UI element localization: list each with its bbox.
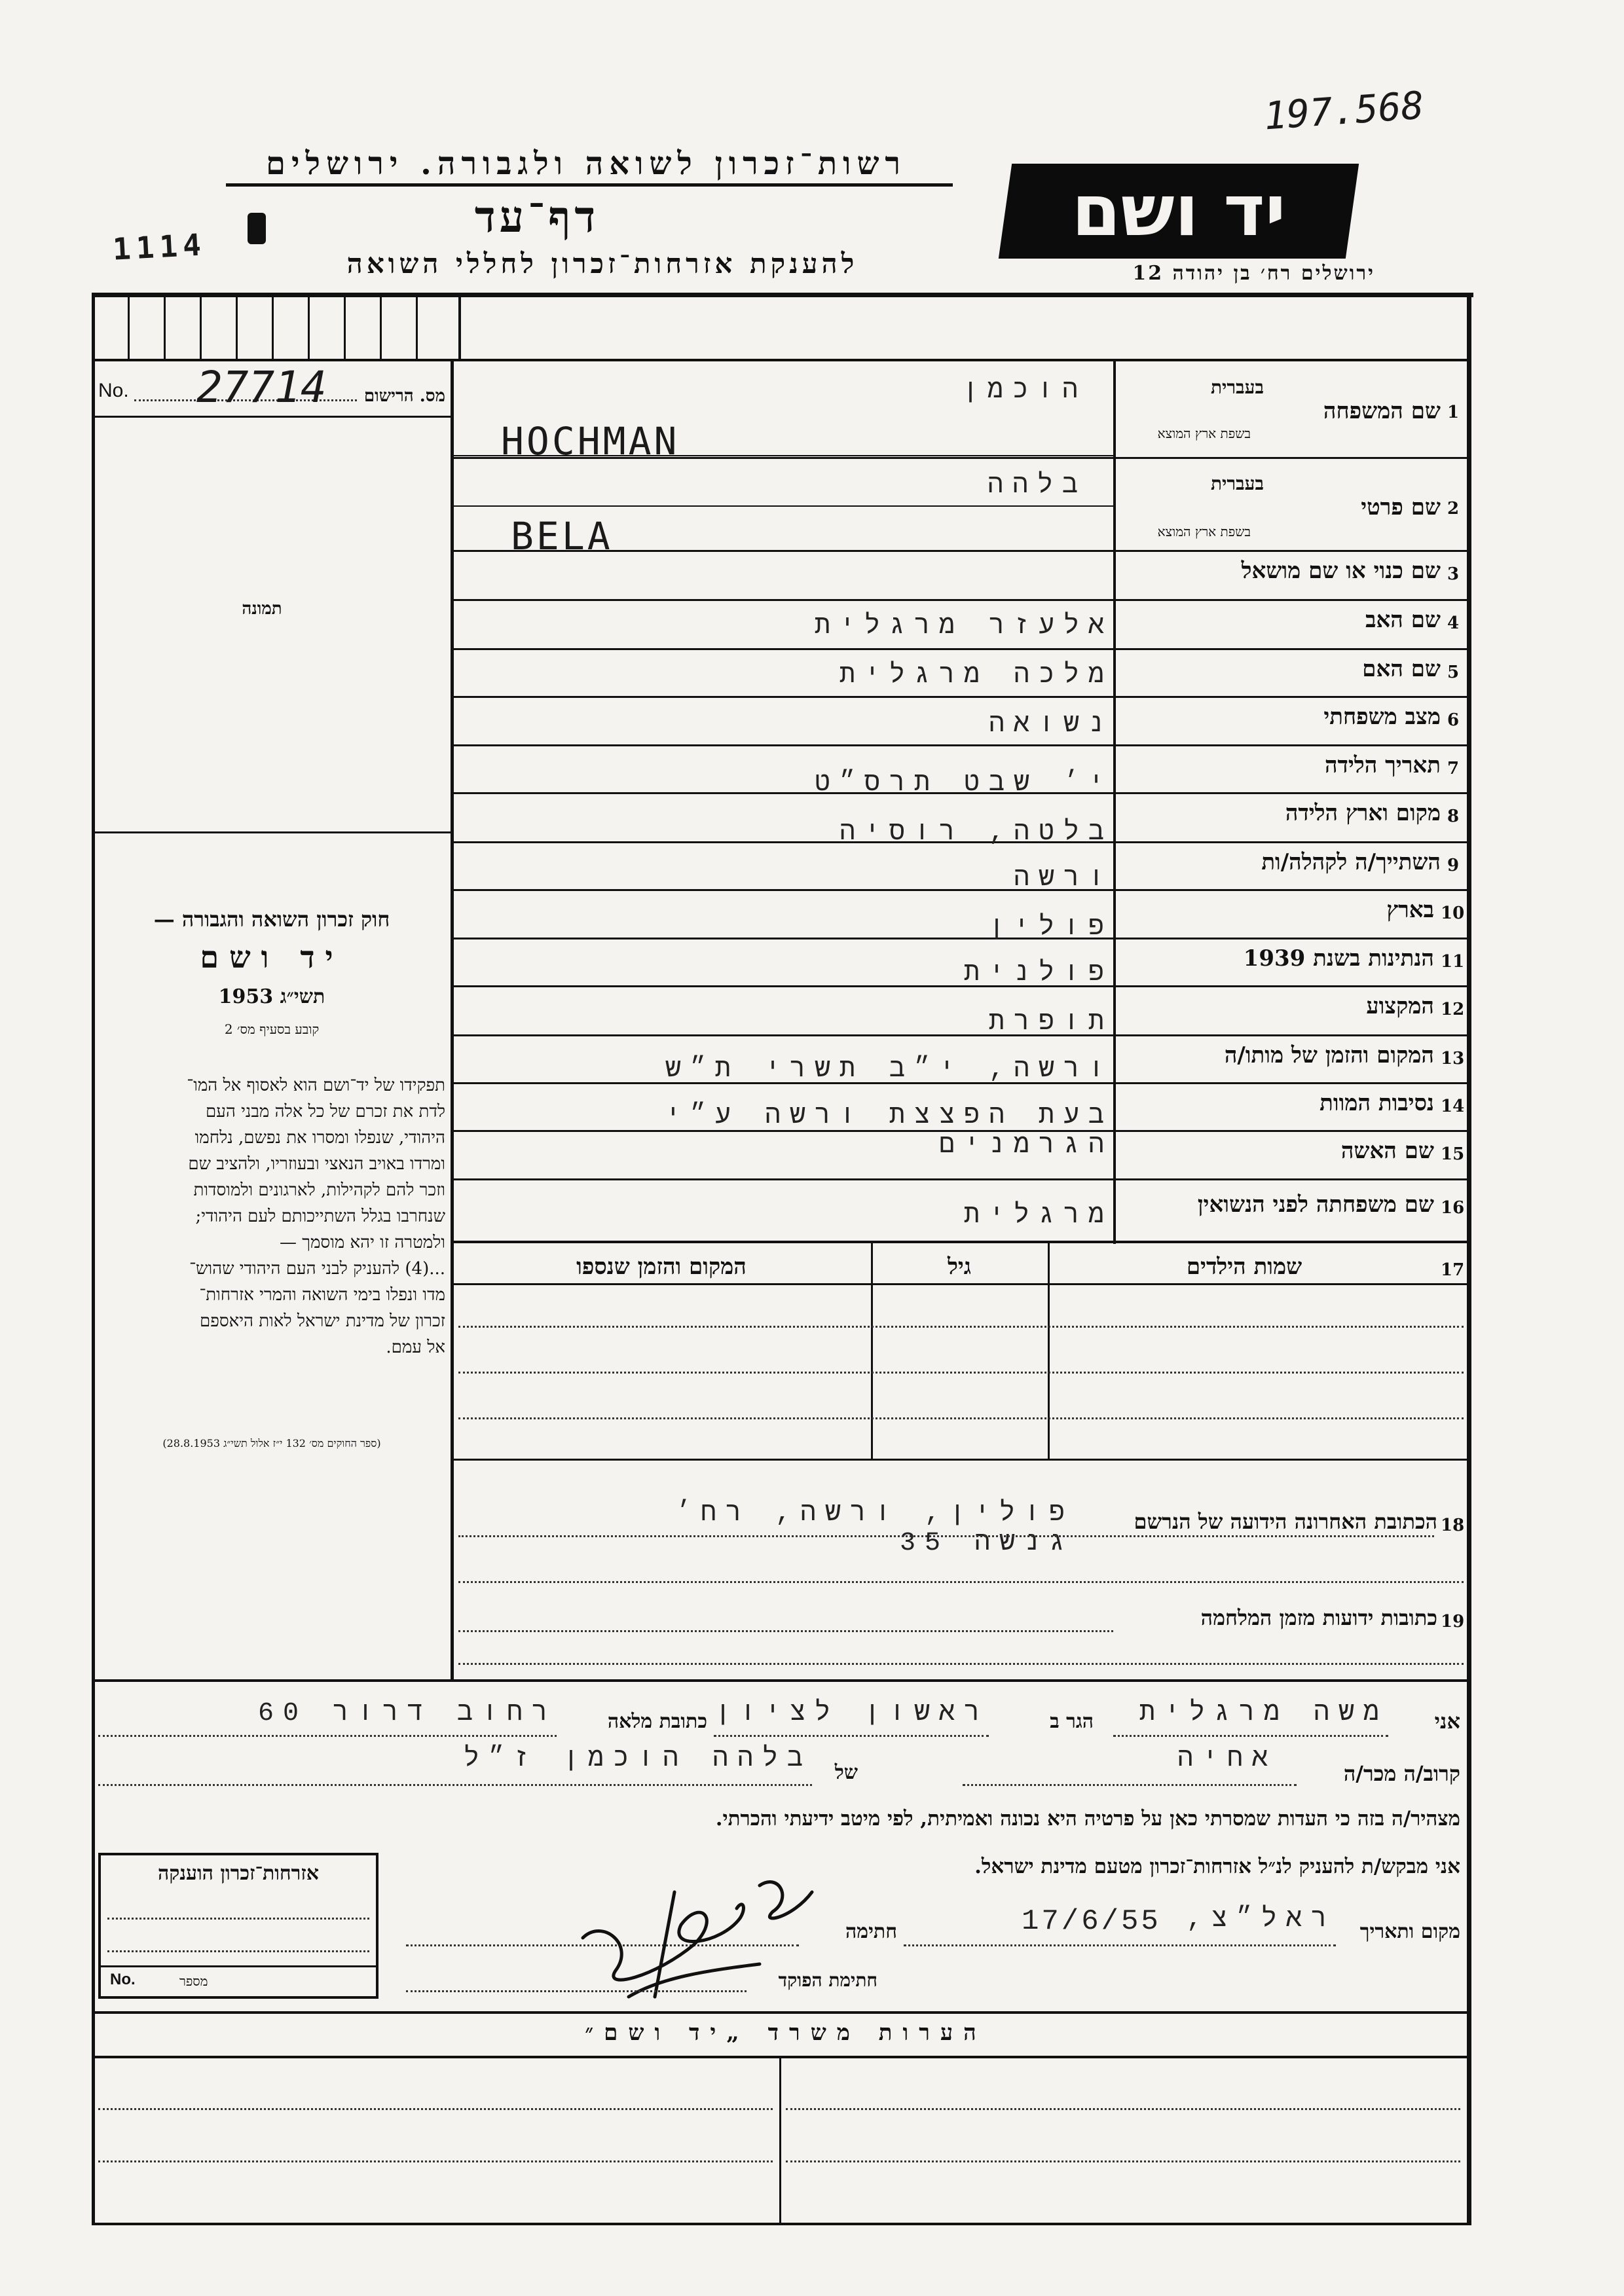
field-5-number: 5 xyxy=(1447,663,1460,682)
declarant-name: משה מרגלית xyxy=(1139,1699,1388,1728)
field-4-label: שם האב xyxy=(1365,607,1441,633)
field-11-number: 11 xyxy=(1441,952,1465,972)
field-2-number: 2 xyxy=(1447,499,1460,519)
field-2-value-hebrew: בלהה xyxy=(987,471,1087,501)
law-line: וזכר להם לקהילות, לארגונים ולמוסדות xyxy=(193,1180,445,1200)
field-11-label: הנתינות בשנת 1939 xyxy=(1243,945,1434,972)
field-9-number: 9 xyxy=(1447,856,1460,875)
statement-1: מצהיר/ה בזה כי העדות שמסרתי כאן על פרטיה היא נכונה ואמיתית, לפי מיטב ידיעתי והכרתי. xyxy=(715,1807,1460,1831)
field-3-label: שם כנוי או שם מושאל xyxy=(1241,558,1441,584)
field-5-value: מלכה מרגלית xyxy=(839,661,1113,691)
address-18-value: פולין, ורשה, רח׳ גנשה 35 xyxy=(675,1499,1074,1558)
field-15-number: 15 xyxy=(1441,1144,1465,1164)
date-value: 17/6/55 xyxy=(1022,1905,1161,1938)
signature-label: חתימה xyxy=(845,1920,897,1943)
field-12-number: 12 xyxy=(1441,1000,1465,1019)
relation-value: אחיה xyxy=(1177,1745,1277,1774)
field-7-value: י׳ שבט תרס״ט xyxy=(814,769,1113,799)
handwritten-reference: 197.568 xyxy=(1262,82,1426,139)
field-12-value: תופרת xyxy=(988,1008,1113,1038)
logo-text: יד ושם xyxy=(1071,170,1286,252)
field-4-value: אלעזר מרגלית xyxy=(814,612,1113,642)
deceased-name: בלהה הוכמן ז״ל xyxy=(463,1745,812,1774)
field-8-label: מקום וארץ הלידה xyxy=(1285,800,1441,826)
children-col-age: גיל xyxy=(947,1254,972,1280)
field-1-number: 1 xyxy=(1447,403,1460,422)
grant-box-title: אזרחות־זכרון הוענקה xyxy=(157,1862,320,1885)
field-8-value: בלטה, רוסיה xyxy=(839,818,1113,848)
grant-box-no: No. xyxy=(110,1971,136,1988)
stamp-mark xyxy=(248,213,266,244)
field-9-value: ורשה xyxy=(1013,864,1113,894)
place-date-label: מקום ותאריך xyxy=(1359,1920,1460,1943)
law-body xyxy=(105,1072,445,1360)
grant-box-number-label: מספר xyxy=(179,1973,208,1989)
law-line: לדת את זכרם של כל אלה מבני העם xyxy=(205,1102,445,1121)
stamp-number: 1114 xyxy=(111,227,208,267)
law-line: תפקידו של יד־ושם הוא לאסוף אל המו־ xyxy=(187,1076,445,1095)
field-16-value: מרגלית xyxy=(963,1201,1113,1231)
field-14-value: בעת הפצצת ורשה ע״י הגרמנים xyxy=(665,1102,1113,1161)
law-line: זכרון של מדינת ישראל לאות היאספם xyxy=(200,1311,445,1331)
form-subtitle: להענקת אזרחות־זכרון לחללי השואה xyxy=(346,247,858,280)
field-2-hint-local: בשפת ארץ המוצא xyxy=(1157,524,1251,539)
field-6-label: מצב משפחתי xyxy=(1323,704,1441,730)
field-16-label: שם משפחתה לפני הנשואין xyxy=(1197,1192,1434,1218)
field-1-value-local: HOCHMAN xyxy=(501,419,680,464)
field-9-label: השתייך/ה לקהלה/ות xyxy=(1261,849,1441,875)
yad-vashem-logo xyxy=(999,164,1359,259)
law-line: שנחרבו בגלל השתייכותם לעם היהודי; xyxy=(195,1207,445,1226)
field-14-number: 14 xyxy=(1441,1097,1465,1116)
law-source: (ספר החוקים מס׳ 132 י״ז אלול תשי״ג 28.8.1953) xyxy=(162,1437,381,1449)
address-19-number: 19 xyxy=(1441,1612,1465,1631)
field-4-number: 4 xyxy=(1447,613,1460,633)
field-14-label: נסיבות המוות xyxy=(1320,1090,1434,1116)
address-19-label: כתובות ידועות מזמן המלחמה xyxy=(1200,1605,1437,1630)
field-2-value-local: BELA xyxy=(511,514,613,558)
field-2-hint-hebrew: בעברית xyxy=(1210,473,1264,494)
declarant-ani: אני xyxy=(1434,1709,1460,1734)
declarant-city: ראשון לציון xyxy=(714,1699,989,1728)
law-line: ...(4) להעניק לבני העם היהודי שהוש־ xyxy=(189,1259,445,1279)
field-7-number: 7 xyxy=(1447,759,1460,778)
field-1-value-hebrew: הוכמן xyxy=(962,376,1087,406)
declarant-full-address-label: כתובת מלאה xyxy=(607,1710,707,1733)
yad-vashem-address: ירושלים רח׳ בן יהודה 12 xyxy=(1132,262,1375,285)
field-3-number: 3 xyxy=(1447,564,1460,584)
field-5-label: שם האם xyxy=(1362,656,1441,682)
field-6-value: נשואה xyxy=(988,710,1113,740)
field-16-number: 16 xyxy=(1441,1198,1465,1218)
field-7-label: תאריך הלידה xyxy=(1324,752,1441,778)
field-1-hint-hebrew: בעברית xyxy=(1210,376,1264,398)
officer-signature-label: חתימת הפוקד xyxy=(778,1969,877,1991)
children-col-names: שמות הילדים xyxy=(1186,1254,1302,1280)
field-6-number: 6 xyxy=(1447,710,1460,730)
authority-name: רשות־זכרון לשואה ולגבורה. ירושלים xyxy=(265,145,907,182)
field-1-hint-local: בשפת ארץ המוצא xyxy=(1157,426,1251,441)
grant-box xyxy=(98,1853,378,1999)
remarks-title: הערות משרד „יד ושם״ xyxy=(585,2020,987,2046)
address-18-number: 18 xyxy=(1441,1516,1465,1535)
law-line: מדו ונפלו בימי השואה והמרי אזרחות־ xyxy=(199,1285,445,1305)
form-title: דף־עד xyxy=(474,191,600,242)
photo-label: תמונה xyxy=(242,599,282,619)
registration-no-value: 27714 xyxy=(196,362,327,412)
field-10-label: בארץ xyxy=(1386,897,1434,923)
declarant-resides-label: הגר ב xyxy=(1050,1710,1094,1733)
declarant-street: רחוב דרור 60 xyxy=(257,1699,557,1728)
law-line: היהודי, שנפלו ומסרו את נפשם, נלחמו xyxy=(194,1128,445,1148)
law-clause: קובע בסעיף מס׳ 2 xyxy=(224,1021,320,1037)
law-title: חוק זכרון השואה והגבורה — xyxy=(153,907,390,932)
field-10-number: 10 xyxy=(1441,903,1465,923)
relation-label: קרוב/ה מכר/ה xyxy=(1343,1761,1460,1786)
address-18-label: הכתובת האחרונה הידועה של הנרשם xyxy=(1134,1509,1437,1534)
law-line: ומרדו באויב הנאצי ובעוזריו, ולהציב שם xyxy=(188,1154,445,1174)
field-15-label: שם האשה xyxy=(1340,1138,1434,1164)
field-1-label: שם המשפחה xyxy=(1323,398,1441,424)
field-2-label: שם פרטי xyxy=(1361,494,1441,520)
law-name: יד ושם xyxy=(200,939,344,975)
statement-2: אני מבקש/ת להעניק לנ״ל אזרחות־זכרון מטעם מדינת ישראל. xyxy=(974,1855,1460,1878)
field-8-number: 8 xyxy=(1447,807,1460,826)
field-13-number: 13 xyxy=(1441,1049,1465,1068)
field-13-value: ורשה, י״ב תשרי ת״ש xyxy=(665,1055,1113,1085)
law-line: אל עמם. xyxy=(386,1338,445,1357)
field-10-value: פולין xyxy=(988,913,1113,943)
of-label: של xyxy=(834,1761,858,1784)
field-11-value: פולנית xyxy=(963,959,1113,989)
law-line: ולמטרה זו יהא מוסמך — xyxy=(279,1233,445,1252)
registration-no-label: No. xyxy=(98,380,129,401)
field-13-label: המקום והזמן של מותו/ה xyxy=(1224,1042,1434,1068)
children-col-place: המקום והזמן שנספו xyxy=(576,1254,747,1280)
law-year: תשי״ג 1953 xyxy=(218,985,325,1008)
place-value: ראל״צ, xyxy=(1186,1905,1336,1935)
registration-label: מס. הרישום xyxy=(363,386,445,406)
children-number: 17 xyxy=(1441,1260,1465,1280)
field-12-label: המקצוע xyxy=(1366,993,1434,1019)
